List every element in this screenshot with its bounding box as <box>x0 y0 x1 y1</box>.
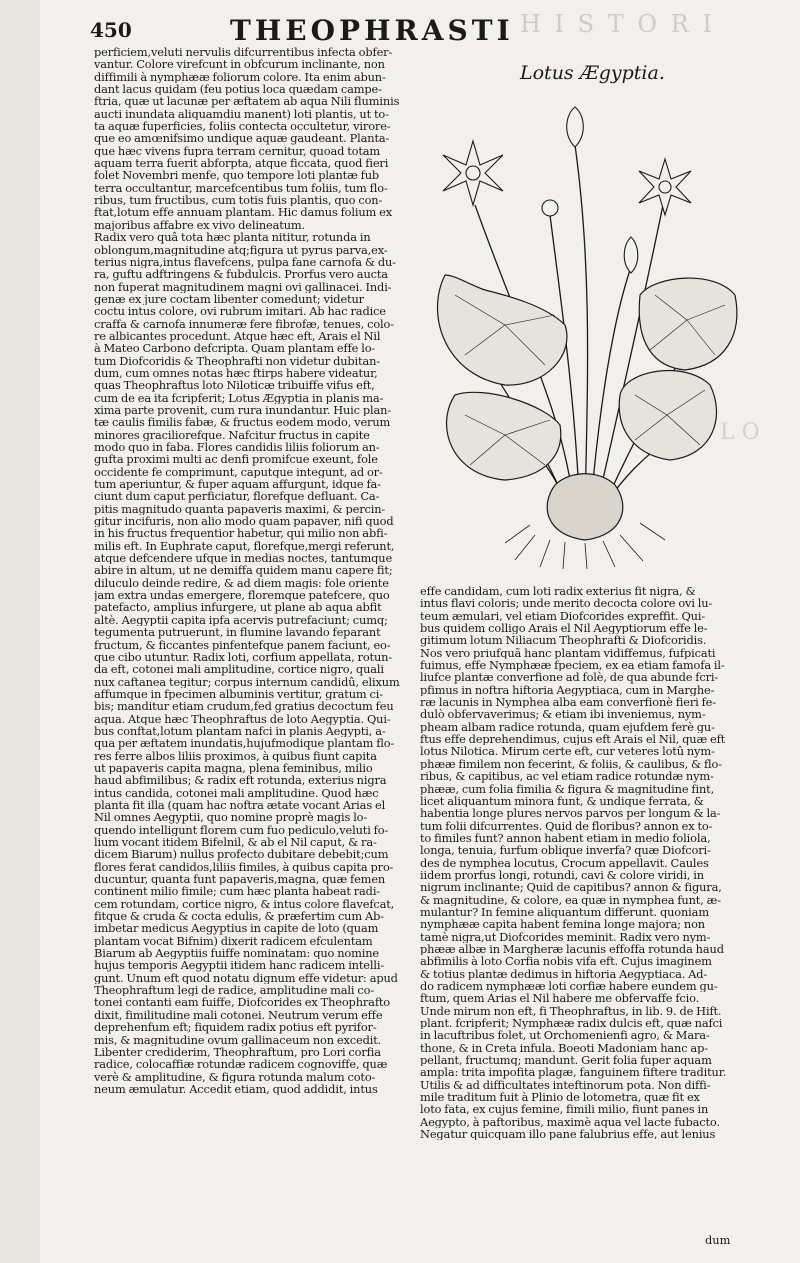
text-line: non fuperat magnitudinem magni ovi gallinacei. Indi- <box>94 280 392 293</box>
text-line: aqua. Atque hæc Theophraftus de loto Aegyptia. Qui- <box>94 712 391 725</box>
text-line: cem rotundam, cortice nigro, & intus colore flavefcat, <box>94 897 395 911</box>
text-line: quendo intelligunt florem cum fuo pediculo,veluti fo- <box>94 823 389 836</box>
catchword: dum <box>705 1233 731 1247</box>
text-line: Biarum ab Aegyptiis fuiffe nominatam: quo nomine <box>94 947 380 960</box>
text-line: ftum, quem Arias el Nil habere me obfervaffe fcio. <box>420 992 700 1005</box>
text-line: minores graciliorefque. Nafcitur fructus in capite <box>94 428 370 441</box>
text-line: tum Diofcoridis & Theophrafti non videtur dubitan- <box>94 354 380 367</box>
text-line: continent milio fimile; cum hæc planta habeat radi- <box>94 885 381 898</box>
text-line: qua per æftatem inundatis,hujufmodique plantam flo- <box>94 737 395 750</box>
text-line: planta fit illa (quam hac noftra ætate vocant Arias el <box>94 798 386 812</box>
text-line: bus quidem colligo Arais el Nil Aegyptiorum effe le- <box>420 622 708 635</box>
text-line: ftat,lotum effe annuam plantam. Hic damus folium ex <box>94 206 393 219</box>
text-line: nigrum inclinante; Quid de capitibus? annon & figura, <box>420 881 722 894</box>
text-line: ribus, & capitibus, ac vel etiam radice rotundæ nym- <box>420 770 714 783</box>
text-line: atque defcendere ufque in medias noctes, tantumque <box>94 552 393 565</box>
text-line: tegumenta putruerunt, in flumine lavando feparant <box>94 626 381 639</box>
text-line: gitur incifuris, non alio modo quam papaver, nifi quod <box>94 515 394 528</box>
text-line: neum æmulatur. Accedit etiam, quod addidit, intus <box>94 1082 378 1096</box>
page-header <box>90 14 730 48</box>
text-line: ra, guftu adftringens & fubdulcis. Prorfus vero aucta <box>94 268 388 281</box>
text-line: nux caftanea tegitur; corpus internum candidû, elixum <box>94 675 400 688</box>
lotus-illustration <box>425 95 745 570</box>
text-line: pfimus in noftra hiftoria Aegyptiaca, cum in Marghe- <box>420 683 715 697</box>
text-line: Nos vero priufquã hanc plantam vidiffemus, fufpicati <box>420 646 716 660</box>
text-line: Theophraftum legi de radice, amplitudine mali co- <box>94 984 375 997</box>
text-line: affumque in fpecimen albuminis vertitur, gratum ci- <box>94 687 383 701</box>
left-text-column <box>94 46 420 1095</box>
text-line: abire in altum, ut ne demiffa quidem manu capere fit; <box>94 564 393 577</box>
text-line: ftria, quæ ut lacunæ per æftatem ab aqua Nili fluminis <box>94 95 400 108</box>
text-line: gunt. Unum eft quod notatu dignum effe videtur: apud <box>94 971 398 985</box>
text-line: in lacuftribus folet, ut Orchomenienfi agro, & Mara- <box>420 1029 710 1042</box>
text-line: lium vocant itidem Bifelnil, & ab el Nil caput, & ra- <box>94 836 377 849</box>
text-line: terra occultantur, marcefcentibus tum foliis, tum flo- <box>94 181 388 195</box>
text-line: cum de ea ita fcripferit; Lotus Ægyptia in planis ma- <box>94 391 384 404</box>
text-line: teum æmulari, vel etiam Diofcorides expreffit. Qui- <box>420 609 706 623</box>
text-line: xima parte provenit, cum rura inundantur. Huic plan- <box>94 403 392 417</box>
text-line: coctu intus colore, ovi rubrum imitari. Ab hac radice <box>94 305 386 318</box>
text-line: ciunt dum caput perficiatur, florefque defluant. Ca- <box>94 490 380 503</box>
text-line: intus flavi coloris; unde merito decocta colore ovi lu- <box>420 597 713 610</box>
text-line: tum folii difcurrentes. Quid de floribus? annon ex to- <box>420 819 713 832</box>
text-line: Unde mirum non eft, fi Theophraftus, in lib. 9. de Hift. <box>420 1004 722 1018</box>
text-line: liufce plantæ converfione ad folè, de qua abunde fcri- <box>420 671 719 684</box>
text-line: phææ albæ in Margheræ lacunis effoffa rotunda haud <box>420 942 724 956</box>
text-line: diluculo deinde redire, & ad diem magis: fole oriente <box>94 576 389 590</box>
figure-caption: Lotus Ægyptia. <box>520 62 665 84</box>
text-line: fuimus, effe Nymphææ fpeciem, ex ea etiam famofa il- <box>420 659 725 672</box>
text-line: tamè nigra,ut Diofcorides meminit. Radix vero nym- <box>420 930 711 943</box>
text-line: vantur. Colore virefcunt in obfcurum inclinante, non <box>94 58 385 71</box>
text-line: ftus effe deprehendimus, cujus eft Arais el Nil, quæ eft <box>420 733 726 746</box>
running-head: THEOPHRASTI <box>230 14 514 47</box>
text-line: phææ fimilem non fecerint, & foliis, & caulibus, & flo- <box>420 757 722 771</box>
text-line: dicem Biarum) nullus profecto dubitare debebit;cum <box>94 848 389 861</box>
text-line: ut papaveris capita magna, plena feminibus, milio <box>94 761 373 775</box>
text-line: ribus, tum fructibus, cum totis fuis plantis, quo con- <box>94 194 383 207</box>
text-line: diffimili à nymphææ foliorum colore. Ita enim abun- <box>94 70 386 84</box>
text-line: gufta proximi multi ac denfi promifcue exeunt, fole <box>94 453 378 466</box>
text-line: loto fata, ex cujus femine, fimili milio, fiunt panes in <box>420 1103 709 1116</box>
text-line: to fimiles funt? annon habent etiam in medio foliola, <box>420 831 711 845</box>
text-line: imbetar medicus Aegyptius in capite de loto (quam <box>94 922 379 935</box>
text-line: & totius plantæ dedimus in hiftoria Aegyptiaca. Ad- <box>420 967 708 980</box>
text-line: dum, cum omnes notas hæc ftirps habere videatur, <box>94 366 378 380</box>
text-line: bus conftat,lotum plantam nafci in planis Aegypti, a- <box>94 724 386 738</box>
text-line: milis eft. In Euphrate caput, florefque,mergi referunt, <box>94 539 395 553</box>
text-line: & magnitudine, & colore, ea quæ in nymphea funt, æ- <box>420 893 721 906</box>
bleed-through-text: H I S T O R I <box>520 10 715 38</box>
bleed-through-text: L O <box>720 420 760 445</box>
text-line: patefacto, amplius infurgere, ut plane ab aqua abfit <box>94 601 382 614</box>
text-line: pellant, fructumq; mandunt. Gerit folia fuper aquam <box>420 1054 712 1067</box>
text-line: phææ, cum folia fimilia & figura & magnitudine fint, <box>420 782 715 795</box>
text-line: radice, colocaffiæ rotundæ radicem cognoviffe, quæ <box>94 1058 388 1071</box>
text-line: licet aliquantum minora funt, & undique ferrata, & <box>420 794 704 808</box>
text-line: Utilis & ad difficultates inteftinorum pota. Non diffi- <box>420 1078 711 1092</box>
text-line: jam extra undas emergere, floremque patefcere, quo <box>94 589 390 602</box>
text-line: pheam albam radice rotunda, quam ejufdem ferè gu- <box>420 720 715 734</box>
text-line: ducuntur, quanta funt papaveris,magna, quæ femen <box>94 873 386 886</box>
text-line: verè & amplitudine, & figura rotunda malum coto- <box>94 1070 376 1083</box>
text-line: gitimum lotum Niliacum Theophrafti & Diofcoridis. <box>420 634 707 647</box>
text-line: quas Theophraftus loto Niloticæ tribuiffe vifus eft, <box>94 379 375 392</box>
text-line: tæ caulis fimilis fabæ, & fructus eodem modo, verum <box>94 416 391 429</box>
text-line: flores ferat candidos,liliis fimiles, à quibus capita pro- <box>94 860 394 874</box>
text-line: res ferre albos liliis proximos, à quibus fiunt capita <box>94 749 377 762</box>
text-line: folet Novembri menfe, quo tempore loti plantæ fub <box>94 169 380 182</box>
text-line: Radix vero quâ tota hæc planta nititur, rotunda in <box>94 231 371 244</box>
text-line: à Mateo Carbono defcripta. Quam plantam effe lo- <box>94 342 376 355</box>
text-line: deprehenfum eft; fiquidem radix potius eft pyrifor- <box>94 1021 377 1034</box>
text-line: habentia longe plures nervos parvos per longum & la- <box>420 807 721 820</box>
text-line: que cibo utuntur. Radix loti, corfium appellata, rotun- <box>94 650 393 664</box>
text-line: ampla: trita impofita plagæ, fanguinem fiftere traditur. <box>420 1066 727 1079</box>
text-line: Libenter crediderim, Theophraftum, pro Lori corfia <box>94 1045 381 1059</box>
text-line: occidente fe comprimunt, caputque integunt, ad or- <box>94 465 383 479</box>
text-line: altè. Aegyptii capita ipfa acervis putrefaciunt; cumq; <box>94 613 388 627</box>
text-line: da eft, cotonei mali amplitudine, cortice nigro, quali <box>94 663 384 676</box>
text-line: perficiem,veluti nervulis difcurrentibus infecta obfer- <box>94 46 393 59</box>
text-line: aucti inundata aliquamdiu manent) loti plantis, ut to- <box>94 107 389 121</box>
right-text-column <box>420 585 750 1140</box>
text-line: dixit, fimilitudine mali cotonei. Neutrum verum effe <box>94 1008 383 1022</box>
text-line: mile traditum fuit à Plinio de lotometra, quæ fit ex <box>420 1091 700 1104</box>
text-line: genæ ex jure coctam libenter comedunt; videtur <box>94 292 364 306</box>
text-line: ta aquæ fuperficies, foliis contecta occultetur, virore- <box>94 120 391 133</box>
text-line: effe candidam, cum loti radix exterius fit nigra, & <box>420 585 696 598</box>
text-line: Nil omnes Aegyptii, quo nomine proprè magis lo- <box>94 811 368 824</box>
text-line: que hæc vivens fupra terram cernitur, quoad totam <box>94 144 381 158</box>
text-line: tum aperiuntur, & fuper aquam affurgunt, idque fa- <box>94 478 381 491</box>
text-line: des de nymphea locutus, Crocum appellavit. Caules <box>420 856 709 869</box>
text-line: do radicem nymphææ loti corfiæ habere eundem gu- <box>420 980 718 993</box>
text-line: aquam terra fuerit abforpta, atque ficcata, quod fieri <box>94 157 389 170</box>
text-line: bis; manditur etiam crudum,fed gratius decoctum feu <box>94 700 394 713</box>
text-line: Negatur quicquam illo pane falubrius effe, aut lenius <box>420 1128 716 1141</box>
text-line: longa, tenuia, furfum oblique inverfa? quæ Diofcori- <box>420 844 711 857</box>
text-line: haud abfimilibus; & radix eft rotunda, exterius nigra <box>94 774 387 787</box>
text-line: pitis magnitudo quanta papaveris maximi, & percin- <box>94 502 386 516</box>
text-line: mis, & magnitudine ovum gallinaceum non excedit. <box>94 1033 382 1046</box>
text-line: in his fructus frequentior habetur, qui milio non abfi- <box>94 527 388 540</box>
text-line: thone, & in Creta infula. Boeoti Madoniam hanc ap- <box>420 1041 708 1055</box>
text-line: dulò obfervaverimus; & etiam ibi inveniemus, nym- <box>420 708 706 721</box>
text-line: abfimilis à loto Corfia nobis vifa eft. Cujus imaginem <box>420 955 712 968</box>
text-line: nymphææ capita habent femina longe majora; non <box>420 918 705 931</box>
text-line: lotus Nilotica. Mirum certe eft, cur veteres lotû nym- <box>420 745 715 758</box>
text-line: mulantur? In femine aliquantum differunt. quoniam <box>420 905 709 919</box>
text-line: Aegypto, à paftoribus, maximè aqua vel lacte fubacto. <box>420 1115 720 1129</box>
text-line: plantam vocat Bifnim) dixerit radicem efculentam <box>94 934 373 948</box>
text-line: iidem prorfus longi, rotundi, cavi & colore viridi, in <box>420 868 704 882</box>
text-line: fructum, & ficcantes pinfentefque panem faciunt, eo- <box>94 638 391 651</box>
text-line: modo quo in faba. Flores candidis liliis foliorum an- <box>94 441 380 454</box>
text-line: craffa & carnofa innumeræ fere fibrofæ, tenues, colo- <box>94 317 394 330</box>
text-line: terius nigra,intus flavefcens, pulpa fane carnofa & du- <box>94 255 396 269</box>
text-line: intus candida, cotonei mali amplitudine. Quod hæc <box>94 786 379 799</box>
text-line: oblongum,magnitudine atq;figura ut pyrus parva,ex- <box>94 243 388 256</box>
text-line: dant lacus quidam (feu potius loca quædam campe- <box>94 83 382 96</box>
text-line: plant. fcripferit; Nymphææ radix dulcis eft, quæ nafci <box>420 1017 723 1030</box>
text-line: re albicantes procedunt. Atque hæc eft, Arais el Nil <box>94 329 381 343</box>
text-line: majoribus affabre ex vivo delineatum. <box>94 218 306 232</box>
lotus-plant-engraving <box>425 95 745 570</box>
text-line: tonei contanti eam fuiffe, Diofcorides ex Theophrafto <box>94 996 391 1009</box>
text-line: fitque & cruda & cocta edulis, & præfertim cum Ab- <box>94 910 384 923</box>
text-line: ræ lacunis in Nymphea alba eam converfionè fieri fe- <box>420 696 716 709</box>
page-number: 450 <box>90 18 132 42</box>
text-line: que eo amœnifsimo undique aquæ gaudeant. Planta- <box>94 132 390 145</box>
text-line: hujus temporis Aegyptii itidem hanc radicem intelli- <box>94 959 385 972</box>
